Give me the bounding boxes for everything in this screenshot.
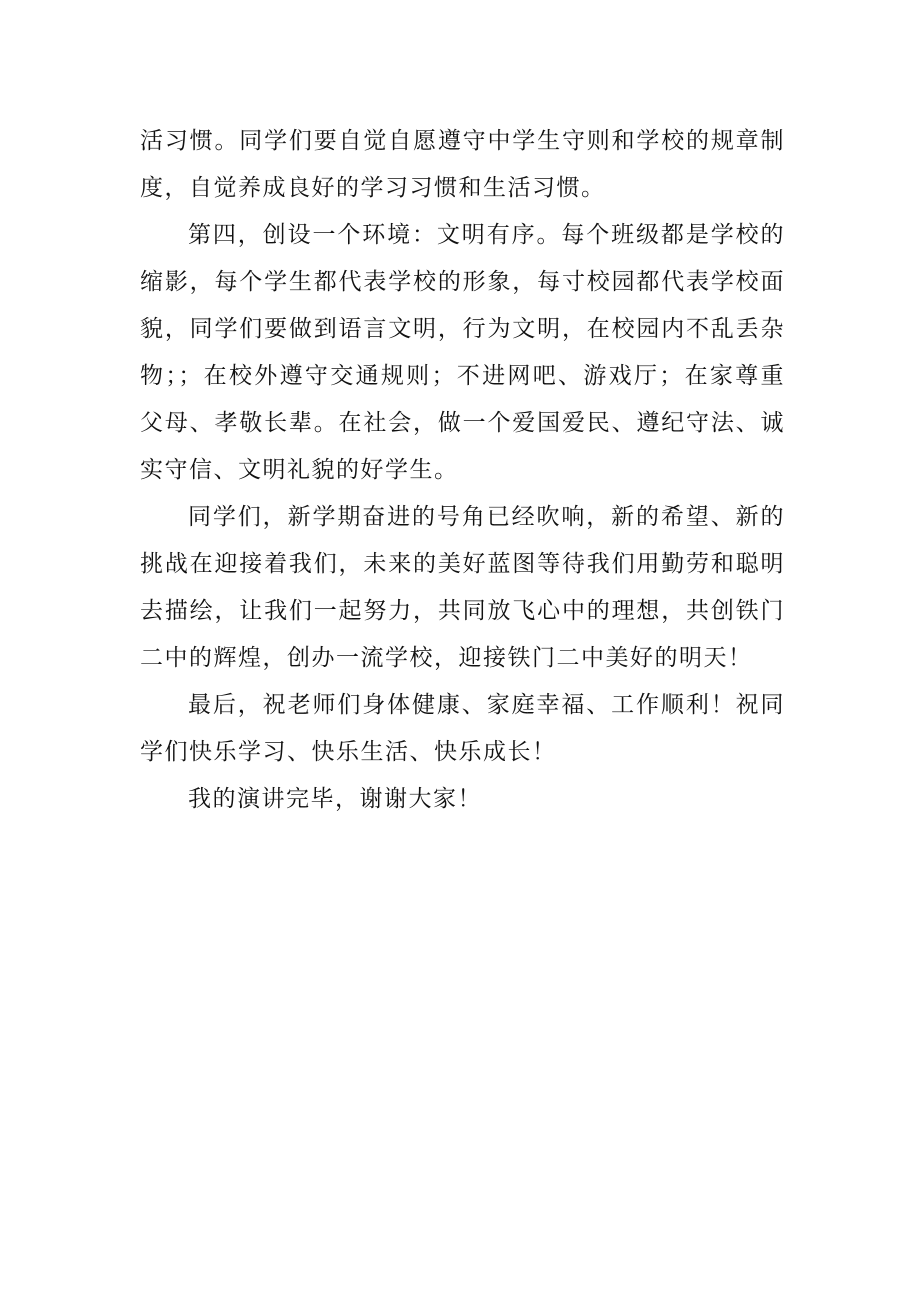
paragraph-4: 最后，祝老师们身体健康、家庭幸福、工作顺利！祝同学们快乐学习、快乐生活、快乐成长！ bbox=[140, 692, 785, 765]
paragraph-5: 我的演讲完毕，谢谢大家！ bbox=[188, 786, 482, 812]
paragraph-3: 同学们，新学期奋进的号角已经吹响，新的希望、新的挑战在迎接着我们，未来的美好蓝图等待我们用勤劳和聪明去描绘，让我们一起努力，共同放飞心中的理想，共创铁门二中的辉煌，创办一流学校，迎接铁门二中美好的明天！ bbox=[140, 504, 785, 671]
paragraph-1: 活习惯。同学们要自觉自愿遵守中学生守则和学校的规章制度，自觉养成良好的学习习惯和生活习惯。 bbox=[140, 128, 785, 201]
paragraph-2: 第四，创设一个环境：文明有序。每个班级都是学校的缩影，每个学生都代表学校的形象，每寸校园都代表学校面貌，同学们要做到语言文明，行为文明，在校园内不乱丢杂物；；在校外遵守交通规则；不进网吧、游戏厅；在家尊重父母、孝敬长辈。在社会，做一个爱国爱民、遵纪守法、诚实守信、文明礼貌的好学生。 bbox=[140, 222, 785, 483]
document-body bbox=[140, 118, 785, 823]
